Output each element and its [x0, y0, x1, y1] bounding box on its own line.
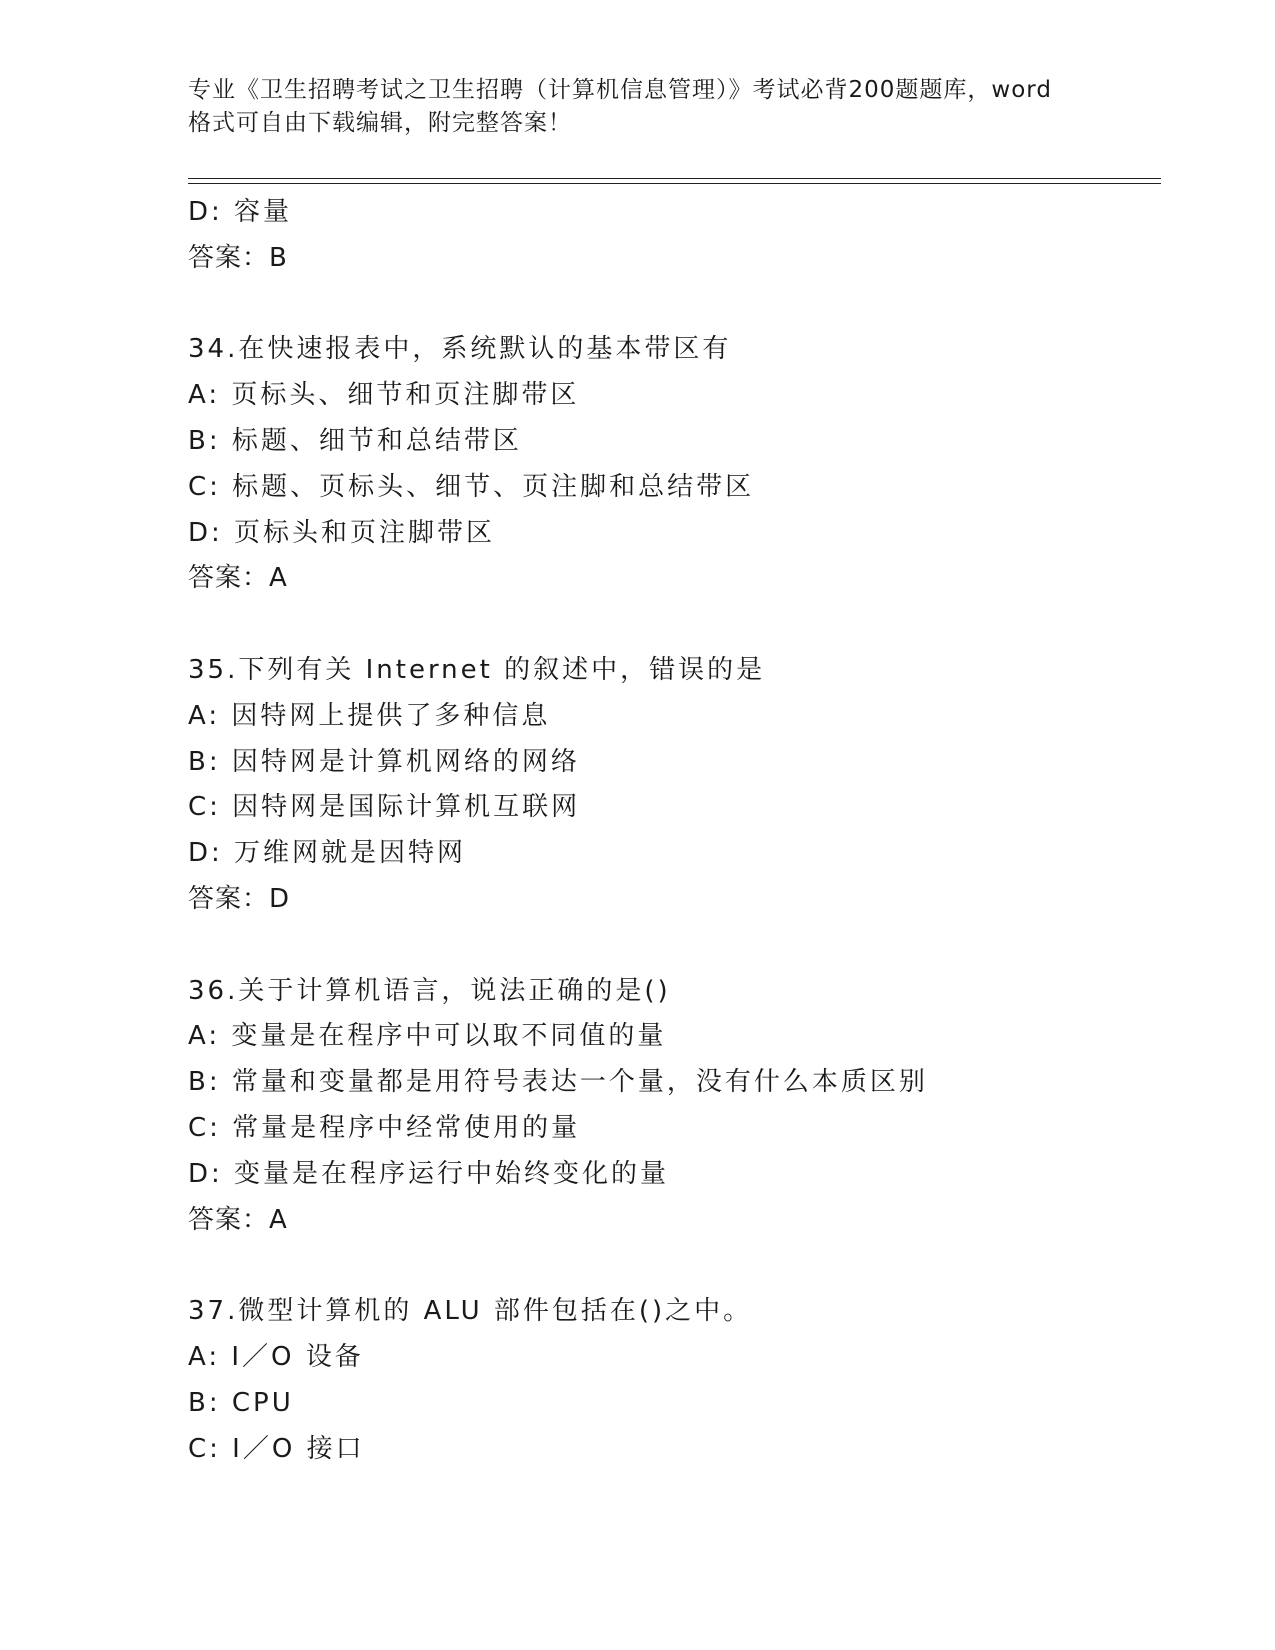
spacer	[188, 602, 1148, 648]
header-divider-top	[188, 178, 1161, 179]
question-37-option-a: A: I／O 设备	[188, 1341, 364, 1372]
question-list	[188, 190, 1148, 1472]
header-line-1: 专业《卫生招聘考试之卫生招聘（计算机信息管理）》考试必背200题题库，word	[188, 77, 1052, 103]
question-34-option-d: D: 页标头和页注脚带区	[188, 517, 496, 548]
question-37-stem: 37.微型计算机的 ALU 部件包括在()之中。	[188, 1296, 753, 1327]
question-36-option-a: A: 变量是在程序中可以取不同值的量	[188, 1021, 667, 1052]
spacer	[188, 1243, 1148, 1289]
prev-answer: 答案：B	[188, 242, 288, 273]
question-36-answer: 答案：A	[188, 1204, 288, 1235]
question-34-option-b: B: 标题、细节和总结带区	[188, 425, 522, 456]
header-line-2: 格式可自由下载编辑，附完整答案！	[188, 110, 572, 136]
question-34-stem: 34.在快速报表中，系统默认的基本带区有	[188, 334, 732, 365]
question-35-option-a: A: 因特网上提供了多种信息	[188, 700, 551, 731]
question-37-option-c: C: I／O 接口	[188, 1433, 365, 1464]
question-34-option-a: A: 页标头、细节和页注脚带区	[188, 380, 580, 411]
spacer	[188, 282, 1148, 328]
question-35-option-b: B: 因特网是计算机网络的网络	[188, 746, 580, 777]
prev-option-d: D: 容量	[188, 197, 293, 227]
question-36-stem: 36.关于计算机语言，说法正确的是()	[188, 975, 671, 1006]
document-header	[188, 74, 1098, 140]
question-35-stem: 35.下列有关 Internet 的叙述中，错误的是	[188, 654, 766, 685]
question-36-option-d: D: 变量是在程序运行中始终变化的量	[188, 1158, 670, 1189]
question-36-option-c: C: 常量是程序中经常使用的量	[188, 1112, 581, 1143]
header-divider-bottom	[188, 183, 1161, 184]
question-36-option-b: B: 常量和变量都是用符号表达一个量，没有什么本质区别	[188, 1067, 928, 1098]
question-35-option-c: C: 因特网是国际计算机互联网	[188, 792, 581, 823]
question-37-option-b: B: CPU	[188, 1387, 294, 1418]
question-34-option-c: C: 标题、页标头、细节、页注脚和总结带区	[188, 471, 755, 502]
question-35-option-d: D: 万维网就是因特网	[188, 838, 467, 869]
question-34-answer: 答案：A	[188, 563, 288, 594]
question-35-answer: 答案：D	[188, 883, 291, 914]
spacer	[188, 923, 1148, 969]
